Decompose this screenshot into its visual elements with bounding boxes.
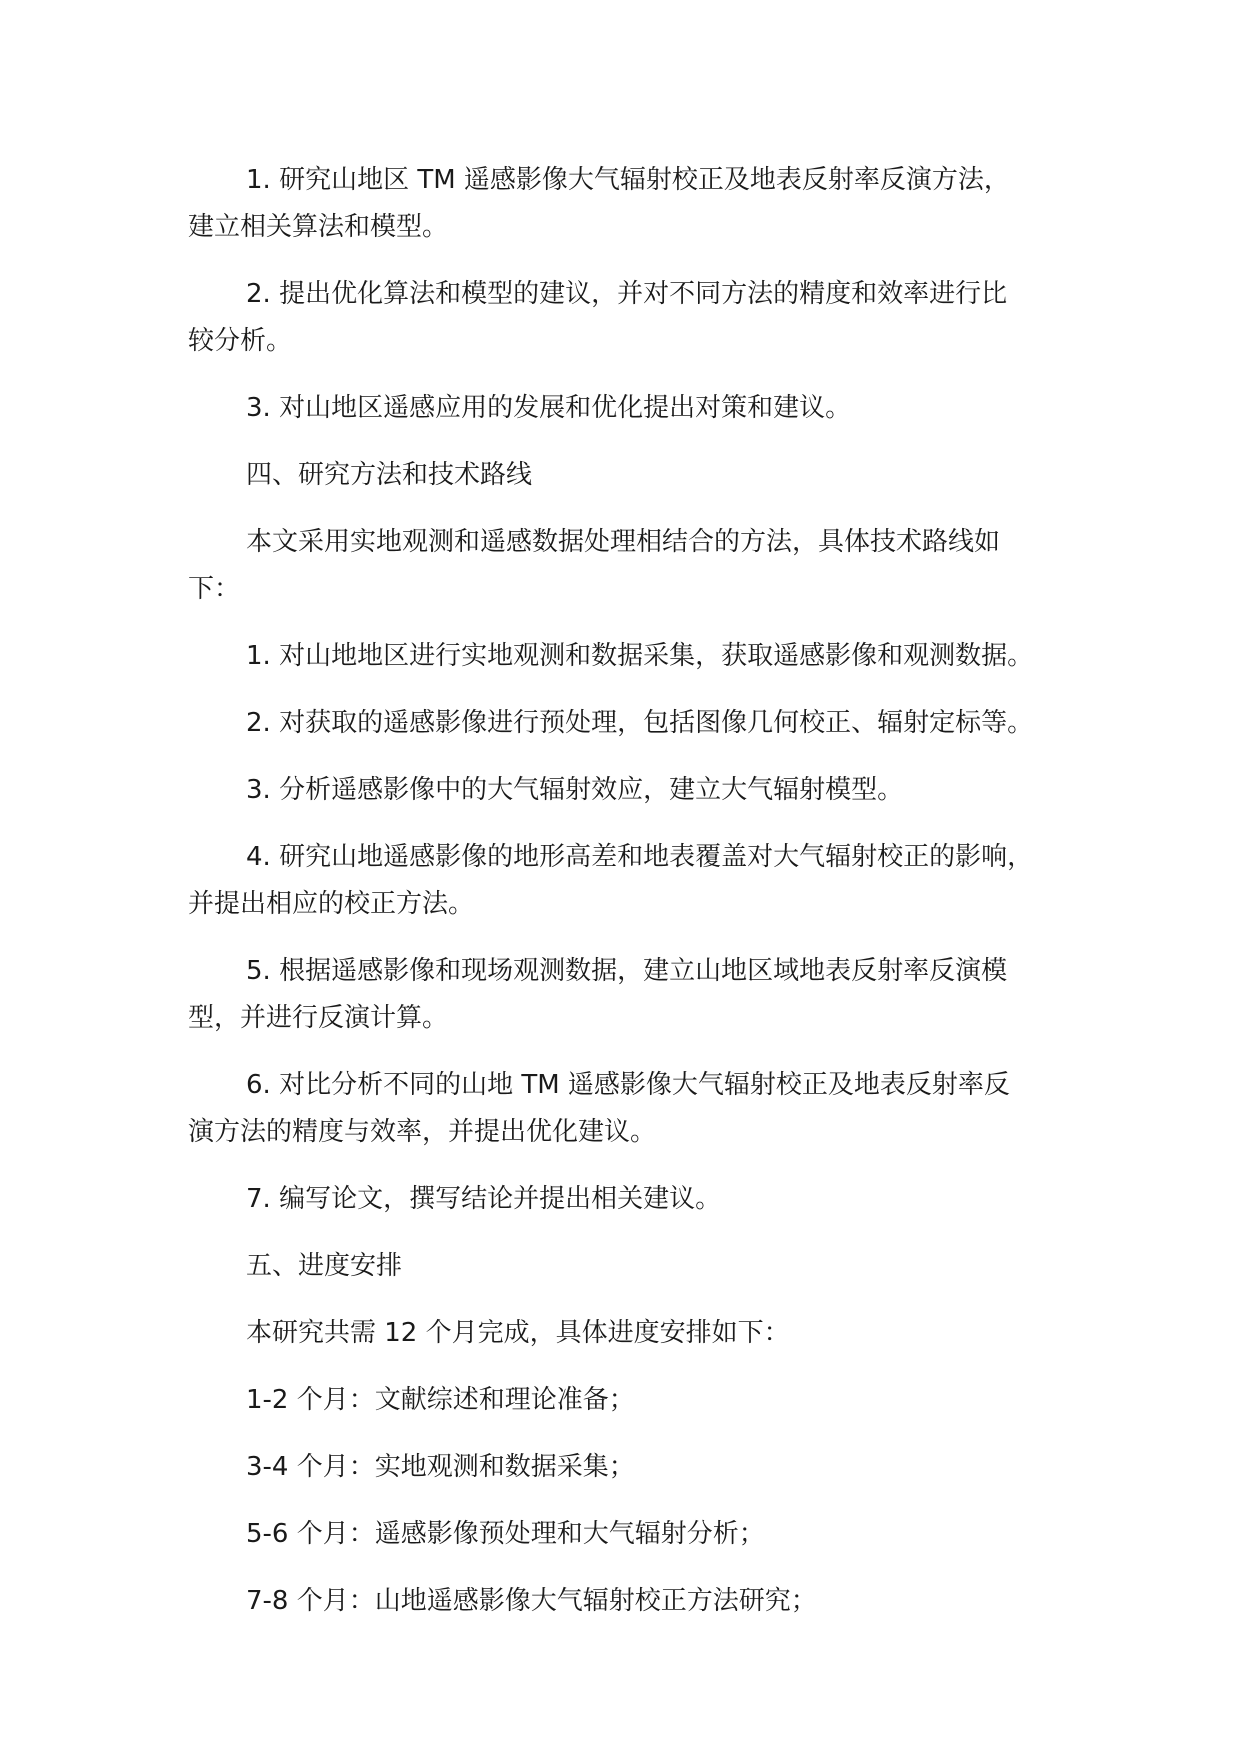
paragraph-line: 4. 研究山地遥感影像的地形高差和地表覆盖对大气辐射校正的影响， — [246, 842, 1034, 872]
paragraph-line: 3-4 个月：实地观测和数据采集； — [246, 1452, 635, 1482]
paragraph-line: 1. 对山地地区进行实地观测和数据采集，获取遥感影像和观测数据。 — [246, 641, 1034, 671]
paragraph-research-content-1 — [188, 157, 1088, 251]
document-body — [188, 157, 1088, 1645]
paragraph-schedule-item-3 — [188, 1511, 1088, 1558]
paragraph-line: 1. 研究山地区 TM 遥感影像大气辐射校正及地表反射率反演方法， — [246, 165, 1010, 195]
paragraph-schedule-item-4 — [188, 1578, 1088, 1625]
paragraph-line: 并提出相应的校正方法。 — [188, 889, 475, 919]
paragraph-line: 6. 对比分析不同的山地 TM 遥感影像大气辐射校正及地表反射率反 — [246, 1070, 1010, 1100]
paragraph-line: 本文采用实地观测和遥感数据处理相结合的方法，具体技术路线如 — [246, 527, 1001, 557]
paragraph-method-step-2 — [188, 700, 1088, 747]
paragraph-method-step-7 — [188, 1176, 1088, 1223]
paragraph-line: 7-8 个月：山地遥感影像大气辐射校正方法研究； — [246, 1586, 817, 1616]
paragraph-method-step-5 — [188, 948, 1088, 1042]
section-heading-text: 五、进度安排 — [246, 1251, 403, 1281]
paragraph-line: 5. 根据遥感影像和现场观测数据，建立山地区域地表反射率反演模 — [246, 956, 1008, 986]
paragraph-method-step-3 — [188, 767, 1088, 814]
paragraph-line: 型，并进行反演计算。 — [188, 1003, 449, 1033]
paragraph-line: 演方法的精度与效率，并提出优化建议。 — [188, 1117, 657, 1147]
paragraph-line: 2. 对获取的遥感影像进行预处理，包括图像几何校正、辐射定标等。 — [246, 708, 1034, 738]
paragraph-line: 建立相关算法和模型。 — [188, 212, 449, 242]
paragraph-line: 下： — [188, 574, 241, 604]
paragraph-line: 5-6 个月：遥感影像预处理和大气辐射分析； — [246, 1519, 765, 1549]
paragraph-research-content-2 — [188, 271, 1088, 365]
paragraph-line: 1-2 个月：文献综述和理论准备； — [246, 1385, 635, 1415]
section-heading-schedule — [188, 1243, 1088, 1290]
section-heading-methods — [188, 452, 1088, 499]
paragraph-method-step-1 — [188, 633, 1088, 680]
paragraph-research-content-3 — [188, 385, 1088, 432]
paragraph-method-step-4 — [188, 834, 1088, 928]
paragraph-schedule-item-1 — [188, 1377, 1088, 1424]
paragraph-method-step-6 — [188, 1062, 1088, 1156]
paragraph-line: 7. 编写论文，撰写结论并提出相关建议。 — [246, 1184, 722, 1214]
paragraph-schedule-item-2 — [188, 1444, 1088, 1491]
paragraph-line: 3. 分析遥感影像中的大气辐射效应，建立大气辐射模型。 — [246, 775, 904, 805]
paragraph-line: 3. 对山地区遥感应用的发展和优化提出对策和建议。 — [246, 393, 852, 423]
paragraph-line: 2. 提出优化算法和模型的建议，并对不同方法的精度和效率进行比 — [246, 279, 1008, 309]
paragraph-schedule-intro — [188, 1310, 1088, 1357]
paragraph-line: 较分析。 — [188, 326, 293, 356]
paragraph-line: 本研究共需 12 个月完成，具体进度安排如下： — [246, 1318, 790, 1348]
section-heading-text: 四、研究方法和技术路线 — [246, 460, 533, 490]
paragraph-methods-intro — [188, 519, 1088, 613]
